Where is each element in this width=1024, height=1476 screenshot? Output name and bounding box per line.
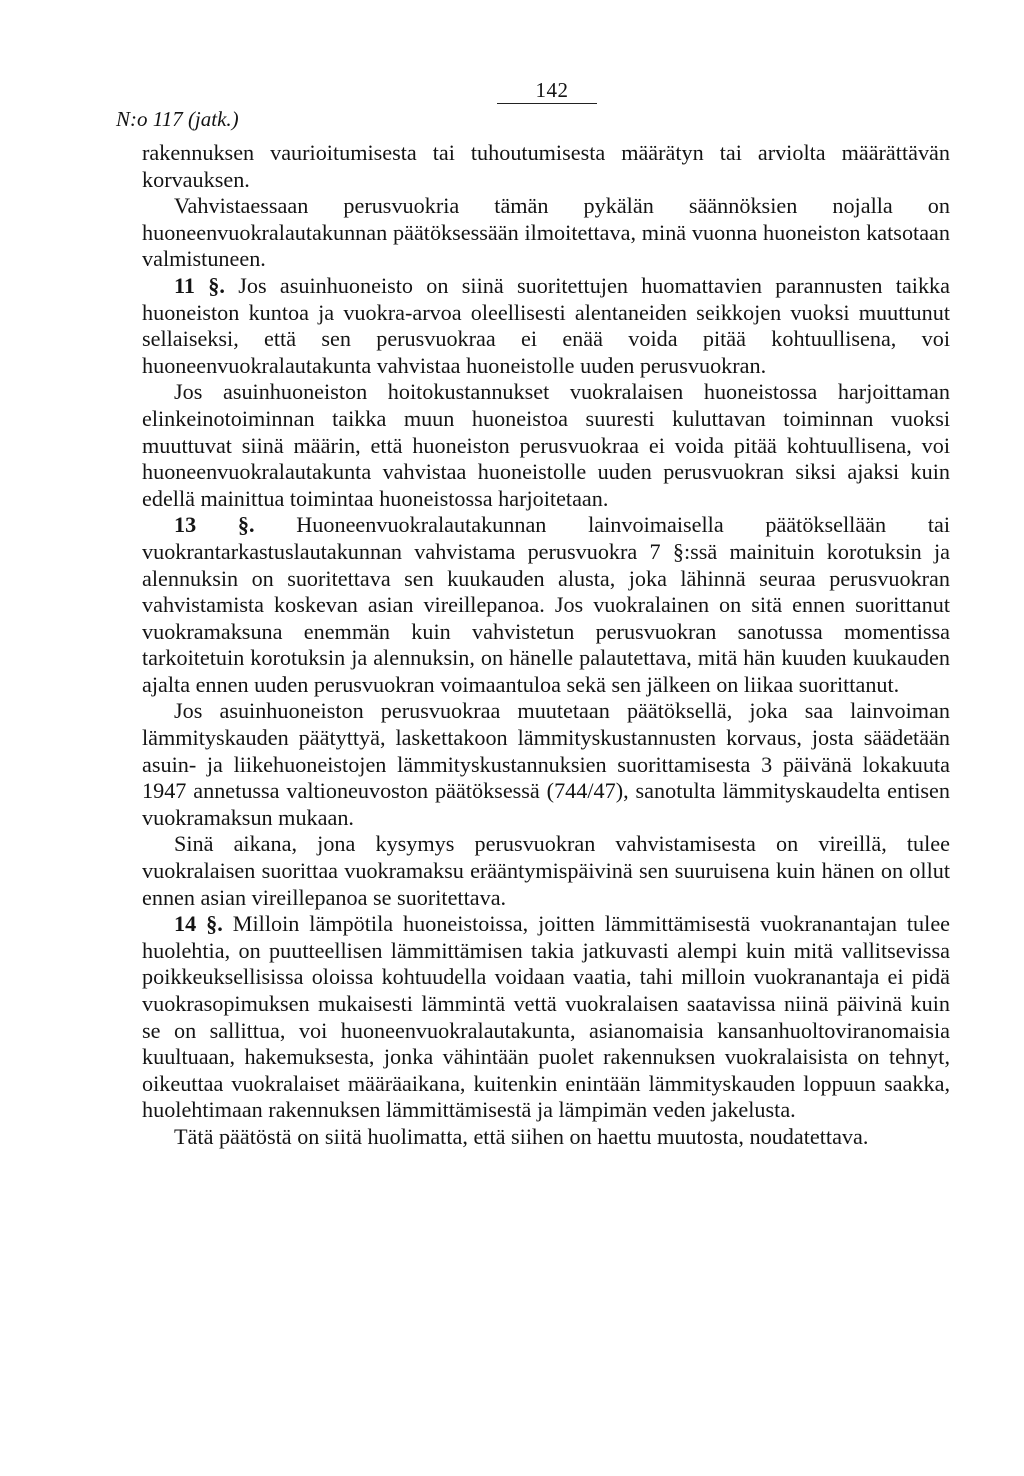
- body-text: [142, 140, 950, 1151]
- paragraph-text: Tätä päätöstä on siitä huolimatta, että siihen on haettu muutosta, noudatettava.: [174, 1123, 869, 1149]
- paragraph-text: Vahvistaessaan perusvuokria tämän pykälän säännöksien nojalla on huoneenvuokralautakunnan päätöksessään ilmoitettava, minä vuonna huoneiston katsotaan valmistuneen.: [142, 193, 950, 272]
- paragraph-6: [142, 698, 950, 831]
- paragraph-1: [142, 140, 950, 193]
- paragraph-text: Jos asuinhuoneisto on siinä suoritettujen huomattavien parannusten taikka huoneiston kuntoa ja vuokra-arvoa oleellisesti alentaneiden seikkojen vuoksi muuttunut sellaiseksi, että sen perusvuokraa ei enää voida pitää kohtuullisena, voi huoneenvuokralautakunta vahvistaa huoneistolle uuden perusvuokran.: [142, 272, 950, 378]
- paragraph-8: [142, 911, 950, 1124]
- section-number: 13 §.: [174, 512, 255, 538]
- paragraph-5: [142, 512, 950, 698]
- paragraph-text: Sinä aikana, jona kysymys perusvuokran vahvistamisesta on vireillä, tulee vuokralaisen suorittaa vuokramaksu erääntymispäivinä sen suuruisena kuin hänen on ollut ennen asian vireillepanoa se suoritettava.: [142, 831, 950, 910]
- paragraph-text: Milloin lämpötila huoneistoissa, joitten lämmittämisestä vuokranantajan tulee huolehtia, on puutteellisen lämmittämisen takia jatkuvasti alempi kuin mitä vallitsevissa poikkeuksellisissa oloissa kohtuudella voidaan vaatia, tahi milloin vuokranantaja ei pidä vuokrasopimuksen mukaisesti lämmintä vettä vuokralaisen saatavissa niinä päivinä kuin se on sallittua, voi huoneenvuokralautakunta, asianomaisia kansanhuoltoviranomaisia kuultuaan, hakemuksesta, jonka vähintään puolet rakennuksen vuokralaisista on tehnyt, oikeuttaa vuokralaiset määräaikana, kuitenkin enintään lämmityskauden loppuun saakka, huolehtimaan rakennuksen lämmittämisestä ja lämpimän veden jakelusta.: [142, 911, 951, 1123]
- page-number-rule: [497, 103, 597, 104]
- running-head: N:o 117 (jatk.): [116, 107, 239, 131]
- paragraph-4: [142, 379, 950, 512]
- paragraph-text: Huoneenvuokralautakunnan lainvoimaisella päätöksellään tai vuokrantarkastuslautakunnan vahvistama perusvuokra 7 §:ssä mainituin korotuksin ja alennuksin on suoritettava sen kuukauden alusta, joka lähinnä seuraa perusvuokran vahvistamista koskevan asian vireillepanoa. Jos vuokralainen on sitä ennen suorittanut vuokramaksuna enemmän kuin vahvistetun perusvuokran sanotussa momentissa tarkoitetuin korotuksin ja alennuksin, on hänelle palautettava, mitä hän kuuden kuukauden ajalta ennen uuden perusvuokran voimaantuloa sekä sen jälkeen on liikaa suorittanut.: [142, 512, 951, 697]
- page-number: 142: [535, 78, 569, 102]
- paragraph-2: [142, 193, 950, 273]
- paragraph-9: [142, 1124, 950, 1151]
- section-number: 14 §.: [174, 911, 223, 937]
- section-number: 11 §.: [174, 272, 225, 298]
- paragraph-7: [142, 831, 950, 911]
- paragraph-text: Jos asuinhuoneiston perusvuokraa muutetaan päätöksellä, joka saa lainvoiman lämmityskauden päätyttyä, laskettakoon lämmityskustannusten korvaus, josta säädetään asuin- ja liikehuoneistojen lämmityskustannuksien suorittamisesta 3 päivänä lokakuuta 1947 annetussa valtioneuvoston päätöksessä (744/47), sanotulta lämmityskaudelta entisen vuokramaksun mukaan.: [142, 698, 950, 830]
- paragraph-text: Jos asuinhuoneiston hoitokustannukset vuokralaisen huoneistossa harjoittaman elinkeinotoiminnan taikka muun huoneistoa suuresti kuluttavan toiminnan vuoksi muuttuvat siinä määrin, että huoneiston perusvuokraa ei voida pitää kohtuullisena, voi huoneenvuokralautakunta vahvistaa huoneistolle uuden perusvuokran siksi ajaksi kuin edellä mainittua toimintaa huoneistossa harjoitetaan.: [142, 379, 950, 511]
- paragraph-text: rakennuksen vaurioitumisesta tai tuhoutumisesta määrätyn tai arviolta määrättävän korvauksen.: [142, 140, 950, 192]
- paragraph-3: [142, 273, 950, 379]
